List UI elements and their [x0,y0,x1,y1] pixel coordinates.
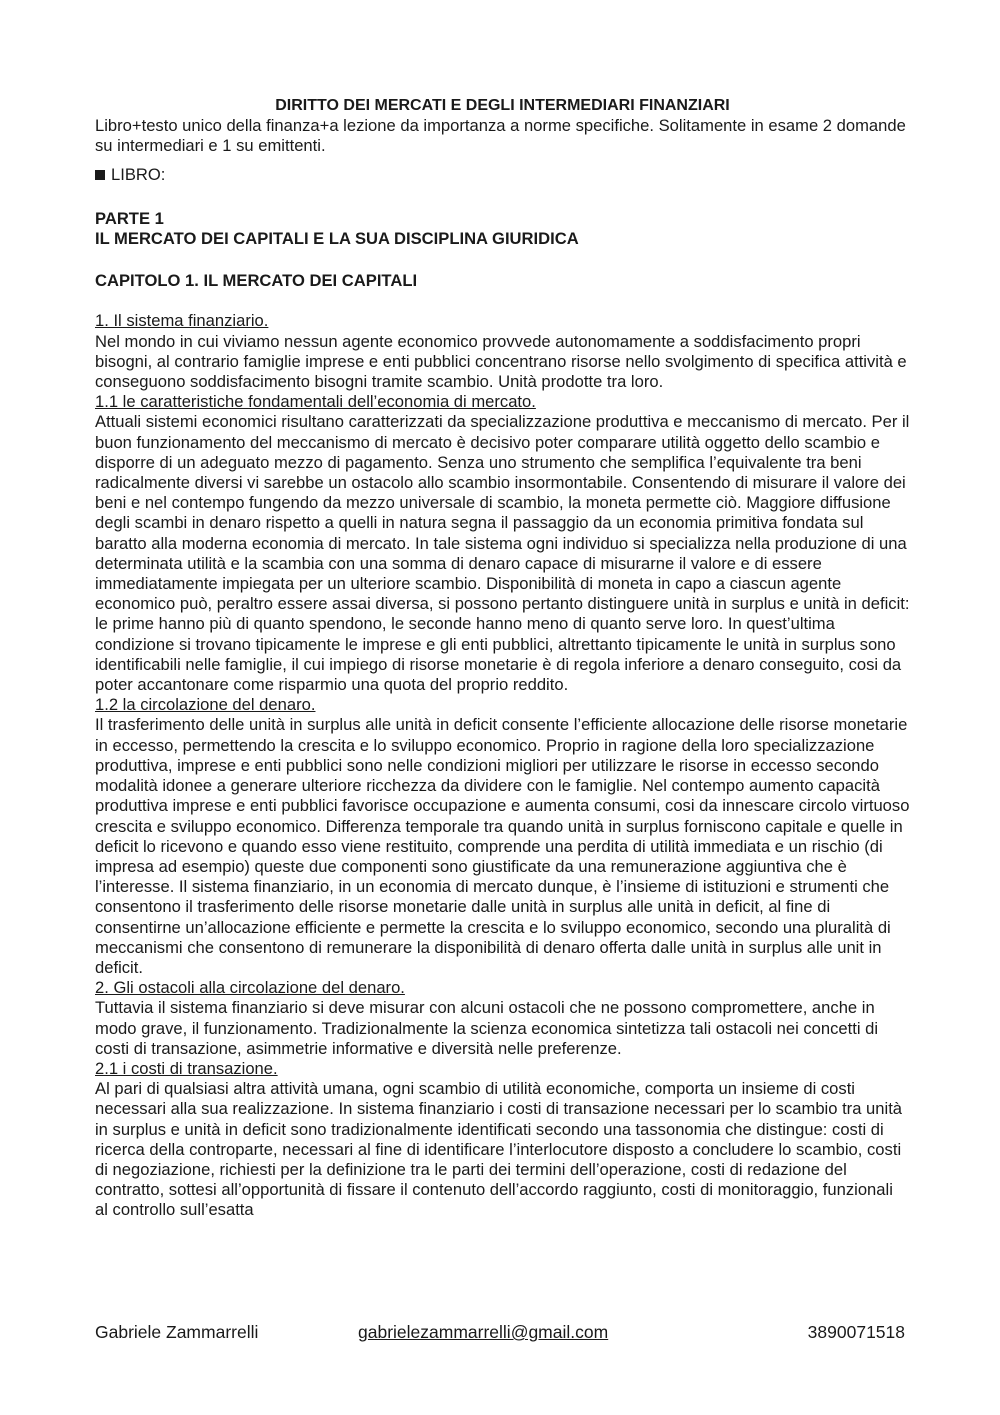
page-footer [95,1322,905,1346]
chapter-heading: CAPITOLO 1. IL MERCATO DEI CAPITALI [95,271,418,291]
phone-number: 3890071518 [807,1322,905,1342]
section-body: Tuttavia il sistema finanziario si deve misurar con alcuni ostacoli che ne possono compromettere, anche in modo grave, il funzionamento. Tradizionalmente la scienza economica sintetizza tali ostacoli nei concetti di costi di transazione, asimmetrie informative e diversità nelle preferenze. [95,998,879,1058]
section-body: Al pari di qualsiasi altra attività umana, ogni scambio di utilità economiche, comporta un insieme di costi necessari alla sua realizzazione. In sistema finanziario i costi di transazione necessari per lo scambio tra unità in surplus e unità in deficit sono tradizionalmente identificati secondo una tassonomia che distingue: costi di ricerca della controparte, necessari al fine di identificare l’interlocutore disposto a concludere lo scambio, costi di negoziazione, richiesti per la definizione tra le parti dei termini dell’operazione, costi di redazione del contratto, sottesi all’opportunità di fissare il contenuto dell’accordo raggiunto, costi di monitoraggio, funzionali al controllo sull’esatta [95,1079,903,1220]
section-heading: 2. Gli ostacoli alla circolazione del denaro. [95,978,405,998]
section-body: Il trasferimento delle unità in surplus alle unità in deficit consente l’efficiente allocazione delle risorse monetarie in eccesso, permettendo la crescita e lo sviluppo economico. Proprio in ragione della loro specializzazione produttiva, imprese e enti pubblici sono nelle condizioni migliori per utilizzare le risorse in eccesso secondo modalità idonee a generare ulteriore ricchezza da dividere con le famiglie. Nel contempo aumento capacità produttiva imprese e enti pubblici favorisce occupazione e aumenta consumi, cosi da innescare circolo virtuoso crescita e sviluppo economico. Differenza temporale tra quando unità in surplus forniscono capitale e quelle in deficit lo ricevono e quando esso viene restituito, comprende una perdita di utilità immediata e un rischio (di impresa ad esempio) queste due componenti sono giustificate da una remunerazione aggiuntiva che è l’interesse. Il sistema finanziario, in un economia di mercato dunque, è l’insieme di istituzioni e strumenti che consentono il trasferimento delle risorse monetarie dalle unità in surplus alle unità in deficit, al fine di consentirne un’allocazione efficiente e permette la crescita e lo sviluppo economico, secondo una pluralità di meccanismi che consentono di remunerare la disponibilità di denaro offerta dalle unità in surplus alle unit in deficit. [95,715,910,977]
author-name: Gabriele Zammarrelli [95,1322,259,1342]
section-heading: 1.2 la circolazione del denaro. [95,695,316,715]
section-heading: 2.1 i costi di transazione. [95,1058,278,1078]
part-title: IL MERCATO DEI CAPITALI E LA SUA DISCIPLINA GIURIDICA [95,229,579,249]
email-link[interactable]: gabrielezammarrelli@gmail.com [358,1322,609,1342]
document-page [95,96,910,1221]
intro-paragraph: Libro+testo unico della finanza+a lezione da importanza a norme specifiche. Solitamente in esame 2 domande su intermediari e 1 su emittenti. [95,116,906,156]
section-body: Nel mondo in cui viviamo nessun agente economico provvede autonomamente a soddisfacimento propri bisogni, al contrario famiglie imprese e enti pubblici concentrano risorse nello svolgimento di specifica attività e conseguono soddisfacimento bisogni tramite scambio. Unità prodotte tra loro. [95,331,907,392]
section-heading: 1. Il sistema finanziario. [95,311,269,331]
bullet-label: LIBRO: [111,164,166,184]
square-bullet-icon [95,170,105,180]
document-title: DIRITTO DEI MERCATI E DEGLI INTERMEDIARI FINANZIARI [275,97,730,114]
part-heading: PARTE 1 [95,208,164,228]
section-body: Attuali sistemi economici risultano caratterizzati da specializzazione produttiva e meccanismo di mercato. Per il buon funzionamento del meccanismo di mercato è decisivo poter comparare utilità oggetto dello scambio e disporre di un adeguato mezzo di pagamento. Senza uno strumento che semplifica l’equivalente tra beni radicalmente diversi vi sarebbe un ostacolo allo scambio insormontabile. Consentendo di misurare il valore dei beni e nel contempo fungendo da mezzo universale di scambio, la moneta permette ciò. Maggiore diffusione degli scambi in denaro rispetto a quelli in natura segna il passaggio da un economia primitiva fondata sul baratto alla moderna economia di mercato. In tale sistema ogni individuo si specializza nella produzione di una determinata utilità e la scambia con una somma di denaro capace di misurarne il valore e di essere immediatamente impiegata per un ulteriore scambio. Disponibilità di moneta in capo a ciascun agente economico può, peraltro essere assai diversa, si possono pertanto distinguere unità in surplus e unità in deficit: le prime hanno più di quanto spendono, le seconde hanno meno di quanto serve loro. In quest’ultima condizione si trovano tipicamente le imprese e gli enti pubblici, altrettanto tipicamente le unità in surplus sono identificabili nelle famiglie, il cui impiego di risorse monetarie è di regola inferiore a denaro conseguito, cosi da poter accantonare come risparmio una quota del proprio reddito. [95,412,910,695]
section-heading: 1.1 le caratteristiche fondamentali dell’economia di mercato. [95,392,536,412]
bullet-item [95,165,910,185]
